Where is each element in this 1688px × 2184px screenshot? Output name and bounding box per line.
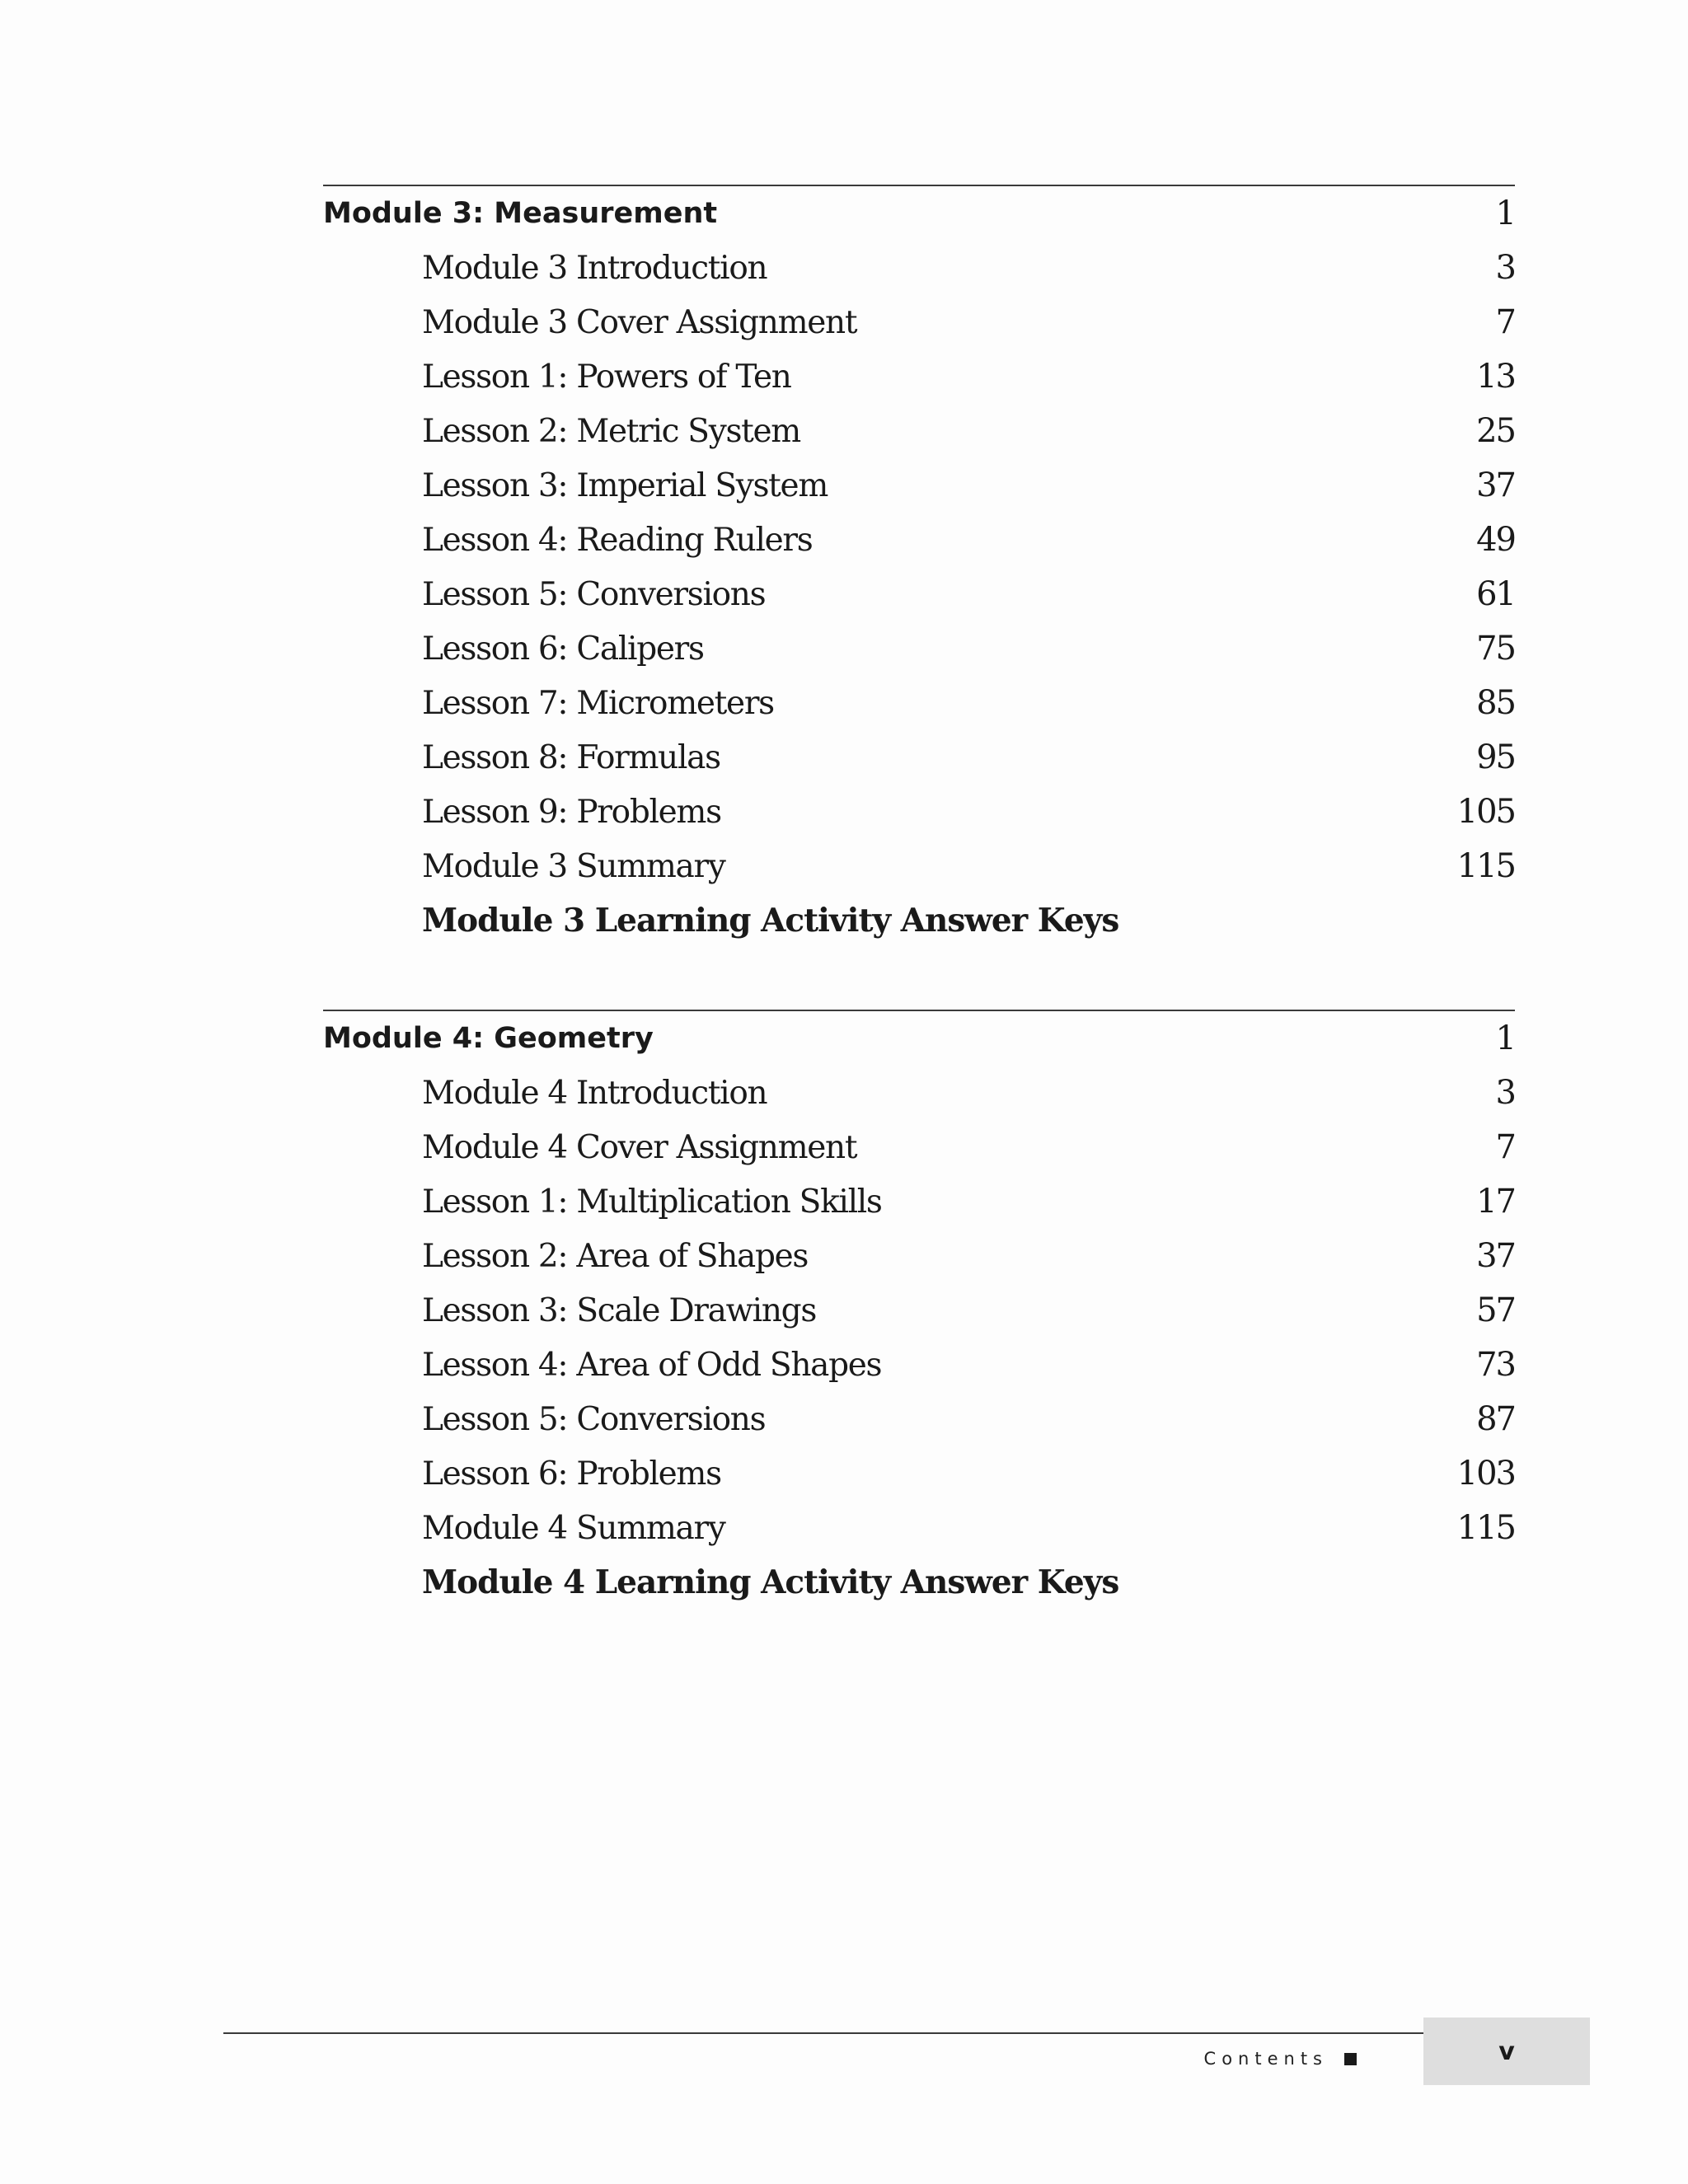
toc-entry[interactable] — [323, 621, 1515, 676]
toc-entry[interactable] — [323, 1229, 1515, 1283]
toc-entry[interactable] — [323, 1501, 1515, 1555]
module-title: Module 3: Measurement — [323, 197, 718, 230]
toc-entry-page: 103 — [1456, 1455, 1515, 1493]
toc-entry-page: 7 — [1495, 303, 1515, 341]
toc-entry-page: 49 — [1476, 521, 1515, 559]
toc-entry[interactable] — [323, 785, 1515, 839]
toc-entry[interactable] — [323, 1446, 1515, 1501]
page-number: v — [1498, 2036, 1515, 2066]
toc-entry-page: 3 — [1495, 1074, 1515, 1112]
footer-section-text: Contents — [1203, 2049, 1328, 2069]
toc-entry-page: 105 — [1456, 793, 1515, 831]
toc-entry-page: 115 — [1456, 847, 1515, 885]
toc-entry-label: Lesson 5: Conversions — [422, 1400, 766, 1438]
toc-entry[interactable] — [323, 1120, 1515, 1174]
toc-entry-page: 17 — [1476, 1183, 1515, 1221]
toc-entry-label: Module 4 Summary — [422, 1509, 725, 1547]
module-heading[interactable] — [323, 1011, 1515, 1066]
module-page-number: 1 — [1495, 194, 1515, 232]
module-page-number: 1 — [1495, 1019, 1515, 1057]
toc-entry[interactable] — [323, 839, 1515, 893]
toc-entry-page: 57 — [1476, 1291, 1515, 1329]
toc-entry-page: 7 — [1495, 1128, 1515, 1166]
toc-entry-label: Lesson 2: Area of Shapes — [422, 1237, 809, 1275]
toc-entry-label: Lesson 7: Micrometers — [422, 684, 774, 722]
toc-entry-page: 85 — [1476, 684, 1515, 722]
toc-entry-page: 75 — [1476, 630, 1515, 668]
page-number-box — [1423, 2018, 1590, 2085]
toc-entry[interactable] — [323, 458, 1515, 513]
module-heading[interactable] — [323, 186, 1515, 241]
footer-rule — [223, 2032, 1423, 2034]
footer-section-label — [1204, 2037, 1357, 2080]
toc-entry-answer-keys[interactable] — [323, 1555, 1515, 1610]
toc-entry[interactable] — [323, 1392, 1515, 1446]
toc-entry[interactable] — [323, 404, 1515, 458]
toc-entry-page: 37 — [1476, 1237, 1515, 1275]
toc-entry-label: Lesson 1: Multiplication Skills — [422, 1183, 882, 1221]
toc-entry-label: Lesson 4: Area of Odd Shapes — [422, 1346, 882, 1384]
toc-entry[interactable] — [323, 349, 1515, 404]
toc-entry-page: 95 — [1476, 738, 1515, 776]
toc-entry[interactable] — [323, 676, 1515, 730]
toc-entry-label: Module 4 Cover Assignment — [422, 1128, 857, 1166]
toc-entry[interactable] — [323, 730, 1515, 785]
toc-entry-page: 13 — [1476, 358, 1515, 396]
toc-entry-label: Lesson 6: Problems — [422, 1455, 721, 1493]
answer-keys-label: Module 3 Learning Activity Answer Keys — [422, 902, 1119, 940]
answer-keys-label: Module 4 Learning Activity Answer Keys — [422, 1563, 1119, 1601]
toc-entry-label: Lesson 6: Calipers — [422, 630, 704, 668]
module-3-section — [323, 185, 1515, 948]
toc-entry-page: 37 — [1476, 466, 1515, 504]
square-bullet-icon — [1344, 2053, 1357, 2065]
toc-entry-answer-keys[interactable] — [323, 893, 1515, 948]
toc-entry[interactable] — [323, 1283, 1515, 1338]
toc-entry[interactable] — [323, 1174, 1515, 1229]
toc-entry-label: Lesson 5: Conversions — [422, 575, 766, 613]
toc-entry[interactable] — [323, 1338, 1515, 1392]
toc-entry[interactable] — [323, 1066, 1515, 1120]
toc-entry[interactable] — [323, 567, 1515, 621]
toc-entry[interactable] — [323, 513, 1515, 567]
toc-entry-label: Lesson 2: Metric System — [422, 412, 800, 450]
toc-entry-label: Module 4 Introduction — [422, 1074, 767, 1112]
toc-entry-label: Lesson 9: Problems — [422, 793, 721, 831]
toc-entry-page: 3 — [1495, 249, 1515, 287]
toc-entry-page: 61 — [1476, 575, 1515, 613]
toc-entry-page: 73 — [1476, 1346, 1515, 1384]
toc-entry[interactable] — [323, 295, 1515, 349]
toc-entry-page: 25 — [1476, 412, 1515, 450]
toc-entry-label: Lesson 8: Formulas — [422, 738, 720, 776]
module-4-section — [323, 1010, 1515, 1610]
toc-entry[interactable] — [323, 241, 1515, 295]
toc-entry-label: Module 3 Summary — [422, 847, 725, 885]
toc-entry-page: 115 — [1456, 1509, 1515, 1547]
toc-entry-label: Lesson 1: Powers of Ten — [422, 358, 791, 396]
toc-entry-label: Module 3 Cover Assignment — [422, 303, 857, 341]
toc-entry-label: Lesson 3: Imperial System — [422, 466, 828, 504]
toc-entry-label: Module 3 Introduction — [422, 249, 767, 287]
toc-entry-label: Lesson 4: Reading Rulers — [422, 521, 813, 559]
toc-entry-label: Lesson 3: Scale Drawings — [422, 1291, 817, 1329]
module-title: Module 4: Geometry — [323, 1022, 654, 1055]
toc-entry-page: 87 — [1476, 1400, 1515, 1438]
